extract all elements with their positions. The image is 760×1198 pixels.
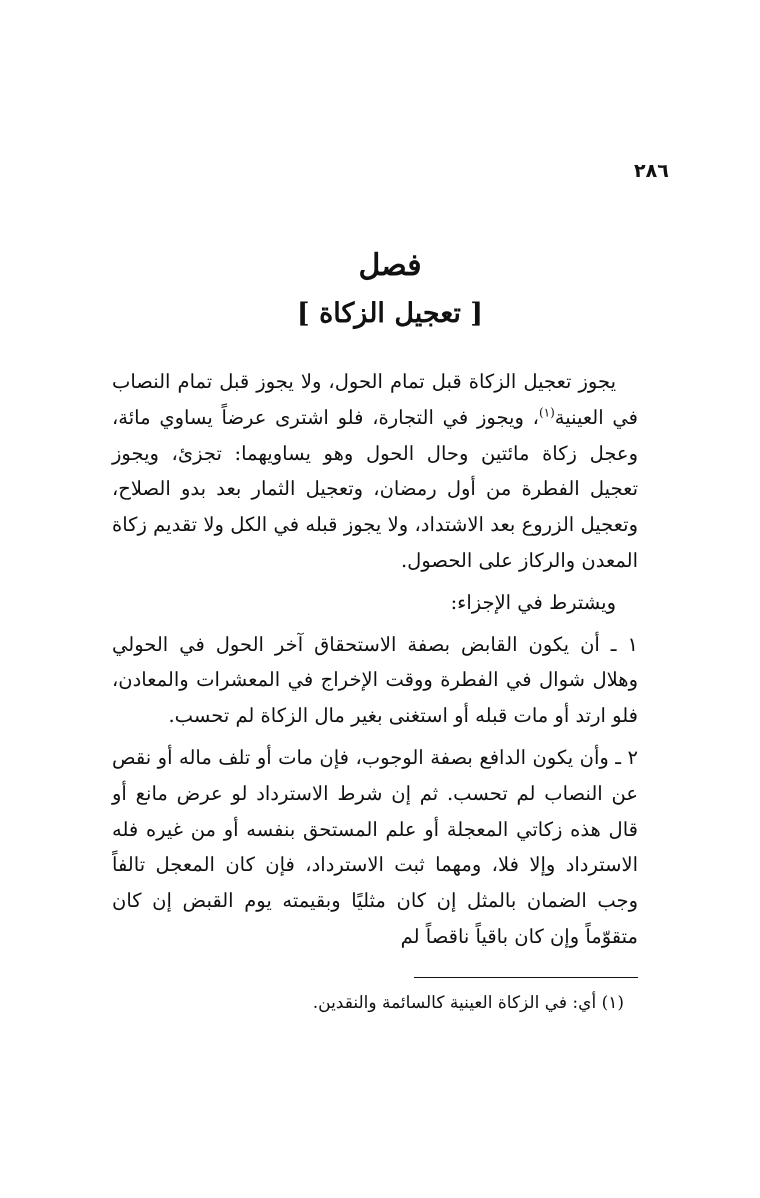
footnote-reference: (١) — [538, 405, 555, 420]
paragraph-4: ٢ ـ وأن يكون الدافع بصفة الوجوب، فإن مات أو تلف ماله أو نقص عن النصاب لم تحسب. ثم إن شرط الاسترداد لو عرض مانع أو قال هذه زكاتي المعجلة أو علم المستحق بنفسه أو من غيره فله الاسترداد وإلا فلا، ومهما ثبت الاسترداد، فإن كان المعجل تالفاً وجب الضمان بالمثل إن كان مثليًا وبقيمته يوم القبض إن كان متقوّماً وإن كان باقياً ناقصاً لم — [112, 745, 638, 948]
footnote-divider — [414, 977, 638, 978]
paragraph-1-part-b: ، ويجوز في التجارة، فلو اشترى عرضاً يساوي مائة، وعجل زكاة مائتين وحال الحول وهو يساويهما: تجزئ، ويجوز تعجيل الفطرة من أول رمضان، وتعجيل الثمار بعد بدو الصلاح، وتعجيل الزروع بعد الاشتداد، ولا يجوز قبله في الكل ولا تقديم زكاة المعدن والركاز على الحصول. — [112, 405, 638, 572]
paragraph-1 — [112, 364, 638, 579]
paragraph-3: ١ ـ أن يكون القابض بصفة الاستحقاق آخر الحول في الحولي وهلال شوال في الفطرة ووقت الإخراج في المعشرات والمعادن، فلو ارتد أو مات قبله أو استغنى بغير مال الزكاة لم تحسب. — [112, 632, 638, 728]
body-text — [112, 364, 638, 961]
page-number: ٢٨٦ — [634, 160, 669, 182]
paragraph-2: ويشترط في الإجزاء: — [450, 590, 616, 614]
section-title: [ تعجيل الزكاة ] — [296, 298, 484, 329]
paragraph-1-part-a: يجوز تعجيل الزكاة قبل تمام الحول، ولا يجوز قبل تمام النصاب في العينية — [112, 370, 638, 429]
chapter-heading: فصل — [358, 248, 422, 283]
footnote: (١) أي: في الزكاة العينية كالسائمة والنقدين. — [312, 993, 624, 1013]
